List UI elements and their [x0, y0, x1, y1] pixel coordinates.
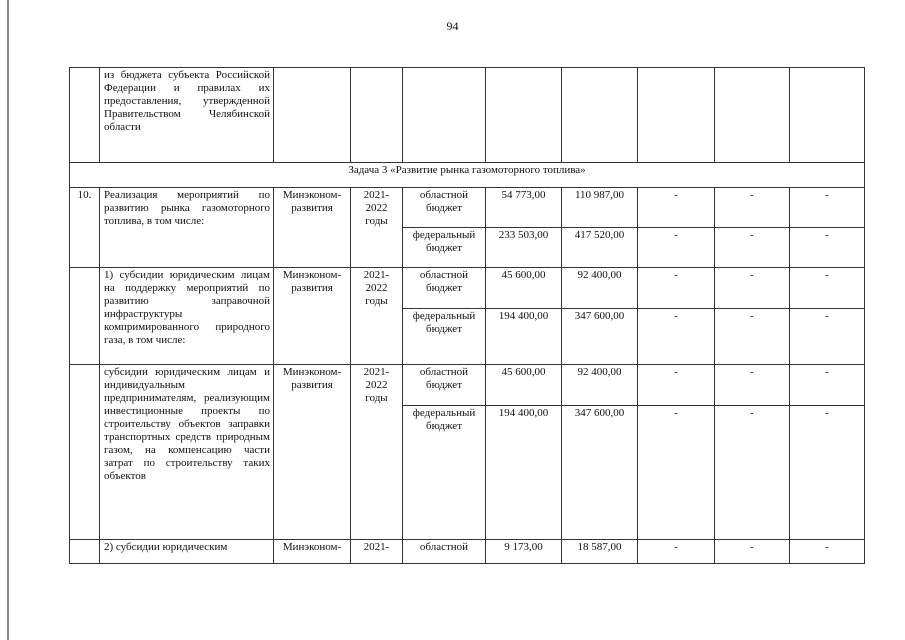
description-cell: 2) субсидии юридическим: [100, 540, 274, 564]
row-number-cell: 10.: [70, 188, 100, 268]
value-cell: -: [790, 268, 865, 309]
value-cell: -: [790, 309, 865, 365]
value-cell: 45 600,00: [486, 365, 562, 406]
value-cell: -: [790, 365, 865, 406]
value-cell: 18 587,00: [562, 540, 638, 564]
source-cell: федеральный бюджет: [403, 309, 486, 365]
value-cell: -: [715, 188, 790, 228]
source-cell: областной бюджет: [403, 188, 486, 228]
period-cell: 2021-2022 годы: [351, 188, 403, 268]
source-cell: областной бюджет: [403, 268, 486, 309]
value-cell: 45 600,00: [486, 268, 562, 309]
table-row: [70, 268, 865, 309]
period-cell: 2021-2022 годы: [351, 268, 403, 365]
source-cell: областной: [403, 540, 486, 564]
value-cell: -: [638, 309, 715, 365]
value-cell: 347 600,00: [562, 406, 638, 540]
value-cell: -: [715, 365, 790, 406]
value-cell: -: [790, 540, 865, 564]
task-title: Задача 3 «Развитие рынка газомоторного топлива»: [70, 163, 865, 188]
value-cell: [638, 68, 715, 163]
value-cell: [562, 68, 638, 163]
budget-table: [69, 67, 865, 564]
executor-cell: Минэконом-развития: [274, 365, 351, 540]
source-cell: федеральный бюджет: [403, 228, 486, 268]
row-number-cell: [70, 365, 100, 540]
value-cell: -: [715, 228, 790, 268]
value-cell: -: [638, 228, 715, 268]
value-cell: 194 400,00: [486, 309, 562, 365]
row-number-cell: [70, 540, 100, 564]
value-cell: 110 987,00: [562, 188, 638, 228]
value-cell: 417 520,00: [562, 228, 638, 268]
value-cell: 233 503,00: [486, 228, 562, 268]
table-row: [70, 188, 865, 228]
source-cell: [403, 68, 486, 163]
value-cell: -: [638, 540, 715, 564]
value-cell: -: [790, 188, 865, 228]
table-row: [70, 540, 865, 564]
page-left-edge: [7, 0, 9, 640]
value-cell: 194 400,00: [486, 406, 562, 540]
description-cell: Реализация мероприятий по развитию рынка газомоторного топлива, в том числе:: [100, 188, 274, 268]
value-cell: -: [790, 406, 865, 540]
value-cell: [790, 68, 865, 163]
description-cell: субсидии юридическим лицам и индивидуальным предпринимателям, реализующим инвестиционные проекты по строительству объектов заправки транспортных средств природным газом, на компенсацию части затрат по строительству таких объектов: [100, 365, 274, 540]
value-cell: -: [638, 406, 715, 540]
value-cell: -: [638, 188, 715, 228]
table-row: [70, 68, 865, 163]
executor-cell: Минэконом-: [274, 540, 351, 564]
description-cell: из бюджета субъекта Российской Федерации и правилах их предоставления, утвержденной Правительством Челябинской области: [100, 68, 274, 163]
page-number: 94: [446, 19, 459, 33]
value-cell: -: [715, 268, 790, 309]
value-cell: -: [715, 540, 790, 564]
value-cell: -: [715, 309, 790, 365]
executor-cell: [274, 68, 351, 163]
value-cell: [715, 68, 790, 163]
value-cell: -: [715, 406, 790, 540]
value-cell: -: [638, 268, 715, 309]
task-header-row: [70, 163, 865, 188]
value-cell: [486, 68, 562, 163]
period-cell: 2021-2022 годы: [351, 365, 403, 540]
source-cell: областной бюджет: [403, 365, 486, 406]
value-cell: 54 773,00: [486, 188, 562, 228]
value-cell: 92 400,00: [562, 365, 638, 406]
value-cell: 92 400,00: [562, 268, 638, 309]
executor-cell: Минэконом-развития: [274, 188, 351, 268]
source-cell: федеральный бюджет: [403, 406, 486, 540]
value-cell: 9 173,00: [486, 540, 562, 564]
value-cell: -: [790, 228, 865, 268]
row-number-cell: [70, 268, 100, 365]
description-cell: 1) субсидии юридическим лицам на поддержку мероприятий по развитию заправочной инфраструктуры компримированного природного газа, в том числе:: [100, 268, 274, 365]
row-number-cell: [70, 68, 100, 163]
executor-cell: Минэконом-развития: [274, 268, 351, 365]
period-cell: 2021-: [351, 540, 403, 564]
period-cell: [351, 68, 403, 163]
value-cell: 347 600,00: [562, 309, 638, 365]
table-row: [70, 365, 865, 406]
value-cell: -: [638, 365, 715, 406]
